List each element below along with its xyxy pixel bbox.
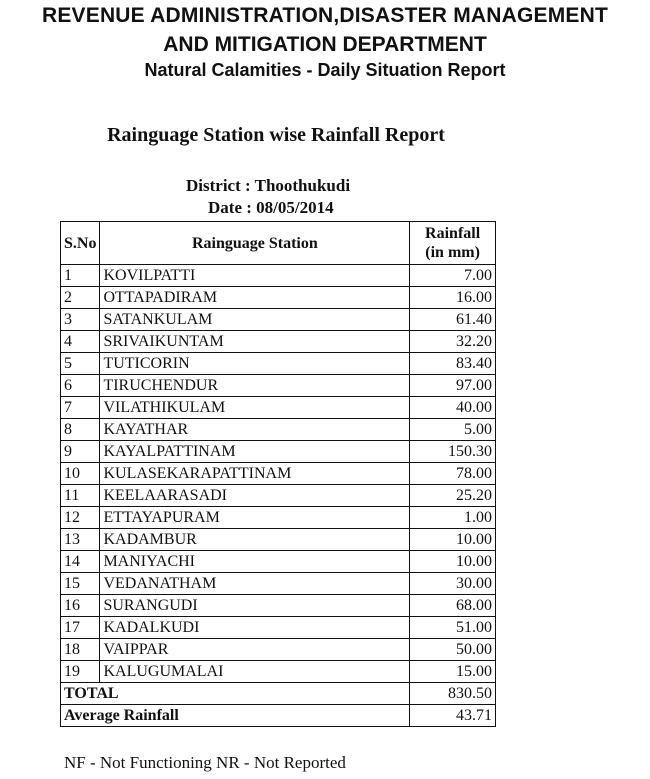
row-sno: 9 — [61, 441, 100, 463]
row-sno: 18 — [61, 639, 100, 661]
report-subtitle: Natural Calamities - Daily Situation Report — [144, 60, 506, 80]
row-station: SATANKULAM — [100, 309, 410, 331]
table-row — [61, 661, 496, 683]
table-header-row — [61, 222, 496, 265]
header-rainfall: Rainfall (in mm) — [410, 222, 496, 265]
total-value: 830.50 — [410, 683, 496, 705]
row-station: KALUGUMALAI — [100, 661, 410, 683]
average-label: Average Rainfall — [61, 705, 410, 727]
table-row — [61, 551, 496, 573]
table-row — [61, 573, 496, 595]
row-rainfall: 1.00 — [410, 507, 496, 529]
row-station: KADAMBUR — [100, 529, 410, 551]
row-station: OTTAPADIRAM — [100, 287, 410, 309]
table-row — [61, 397, 496, 419]
row-rainfall: 40.00 — [410, 397, 496, 419]
row-sno: 19 — [61, 661, 100, 683]
district-label: District : Thoothukudi — [186, 176, 351, 195]
row-station: VEDANATHAM — [100, 573, 410, 595]
row-sno: 8 — [61, 419, 100, 441]
row-rainfall: 15.00 — [410, 661, 496, 683]
row-sno: 1 — [61, 265, 100, 287]
row-sno: 7 — [61, 397, 100, 419]
table-row — [61, 265, 496, 287]
row-rainfall: 10.00 — [410, 529, 496, 551]
table-row — [61, 287, 496, 309]
table-row — [61, 419, 496, 441]
table-row — [61, 331, 496, 353]
row-rainfall: 32.20 — [410, 331, 496, 353]
row-rainfall: 16.00 — [410, 287, 496, 309]
department-title-line2: AND MITIGATION DEPARTMENT — [163, 33, 487, 56]
date-label: Date : 08/05/2014 — [208, 198, 334, 217]
table-row — [61, 529, 496, 551]
table-row — [61, 375, 496, 397]
row-rainfall: 150.30 — [410, 441, 496, 463]
row-station: ETTAYAPURAM — [100, 507, 410, 529]
row-sno: 10 — [61, 463, 100, 485]
rainfall-table — [60, 221, 496, 727]
legend-note: NF - Not Functioning NR - Not Reported — [64, 753, 346, 772]
row-rainfall: 61.40 — [410, 309, 496, 331]
row-station: MANIYACHI — [100, 551, 410, 573]
row-station: KOVILPATTI — [100, 265, 410, 287]
table-row — [61, 639, 496, 661]
row-rainfall: 50.00 — [410, 639, 496, 661]
table-row — [61, 353, 496, 375]
row-rainfall: 5.00 — [410, 419, 496, 441]
header-sno: S.No — [61, 222, 100, 265]
header-station: Rainguage Station — [100, 222, 410, 265]
row-sno: 3 — [61, 309, 100, 331]
row-sno: 13 — [61, 529, 100, 551]
average-row — [61, 705, 496, 727]
row-station: KEELAARASADI — [100, 485, 410, 507]
report-title: Rainguage Station wise Rainfall Report — [107, 124, 445, 146]
row-rainfall: 51.00 — [410, 617, 496, 639]
row-station: KADALKUDI — [100, 617, 410, 639]
row-station: TIRUCHENDUR — [100, 375, 410, 397]
row-station: KAYATHAR — [100, 419, 410, 441]
row-rainfall: 10.00 — [410, 551, 496, 573]
row-sno: 6 — [61, 375, 100, 397]
row-sno: 16 — [61, 595, 100, 617]
row-station: SRIVAIKUNTAM — [100, 331, 410, 353]
row-station: VAIPPAR — [100, 639, 410, 661]
row-rainfall: 30.00 — [410, 573, 496, 595]
total-label: TOTAL — [61, 683, 410, 705]
table-row — [61, 309, 496, 331]
row-sno: 5 — [61, 353, 100, 375]
row-rainfall: 83.40 — [410, 353, 496, 375]
row-station: SURANGUDI — [100, 595, 410, 617]
row-rainfall: 7.00 — [410, 265, 496, 287]
row-sno: 14 — [61, 551, 100, 573]
table-row — [61, 617, 496, 639]
row-rainfall: 25.20 — [410, 485, 496, 507]
row-sno: 17 — [61, 617, 100, 639]
department-title-line1: REVENUE ADMINISTRATION,DISASTER MANAGEMENT — [41, 4, 609, 27]
table-row — [61, 485, 496, 507]
row-rainfall: 97.00 — [410, 375, 496, 397]
row-sno: 12 — [61, 507, 100, 529]
table-row — [61, 441, 496, 463]
row-sno: 11 — [61, 485, 100, 507]
row-station: VILATHIKULAM — [100, 397, 410, 419]
row-station: KULASEKARAPATTINAM — [100, 463, 410, 485]
row-sno: 4 — [61, 331, 100, 353]
row-station: KAYALPATTINAM — [100, 441, 410, 463]
table-row — [61, 507, 496, 529]
table-row — [61, 595, 496, 617]
total-row — [61, 683, 496, 705]
row-station: TUTICORIN — [100, 353, 410, 375]
table-row — [61, 463, 496, 485]
row-rainfall: 78.00 — [410, 463, 496, 485]
row-sno: 15 — [61, 573, 100, 595]
average-value: 43.71 — [410, 705, 496, 727]
row-sno: 2 — [61, 287, 100, 309]
row-rainfall: 68.00 — [410, 595, 496, 617]
